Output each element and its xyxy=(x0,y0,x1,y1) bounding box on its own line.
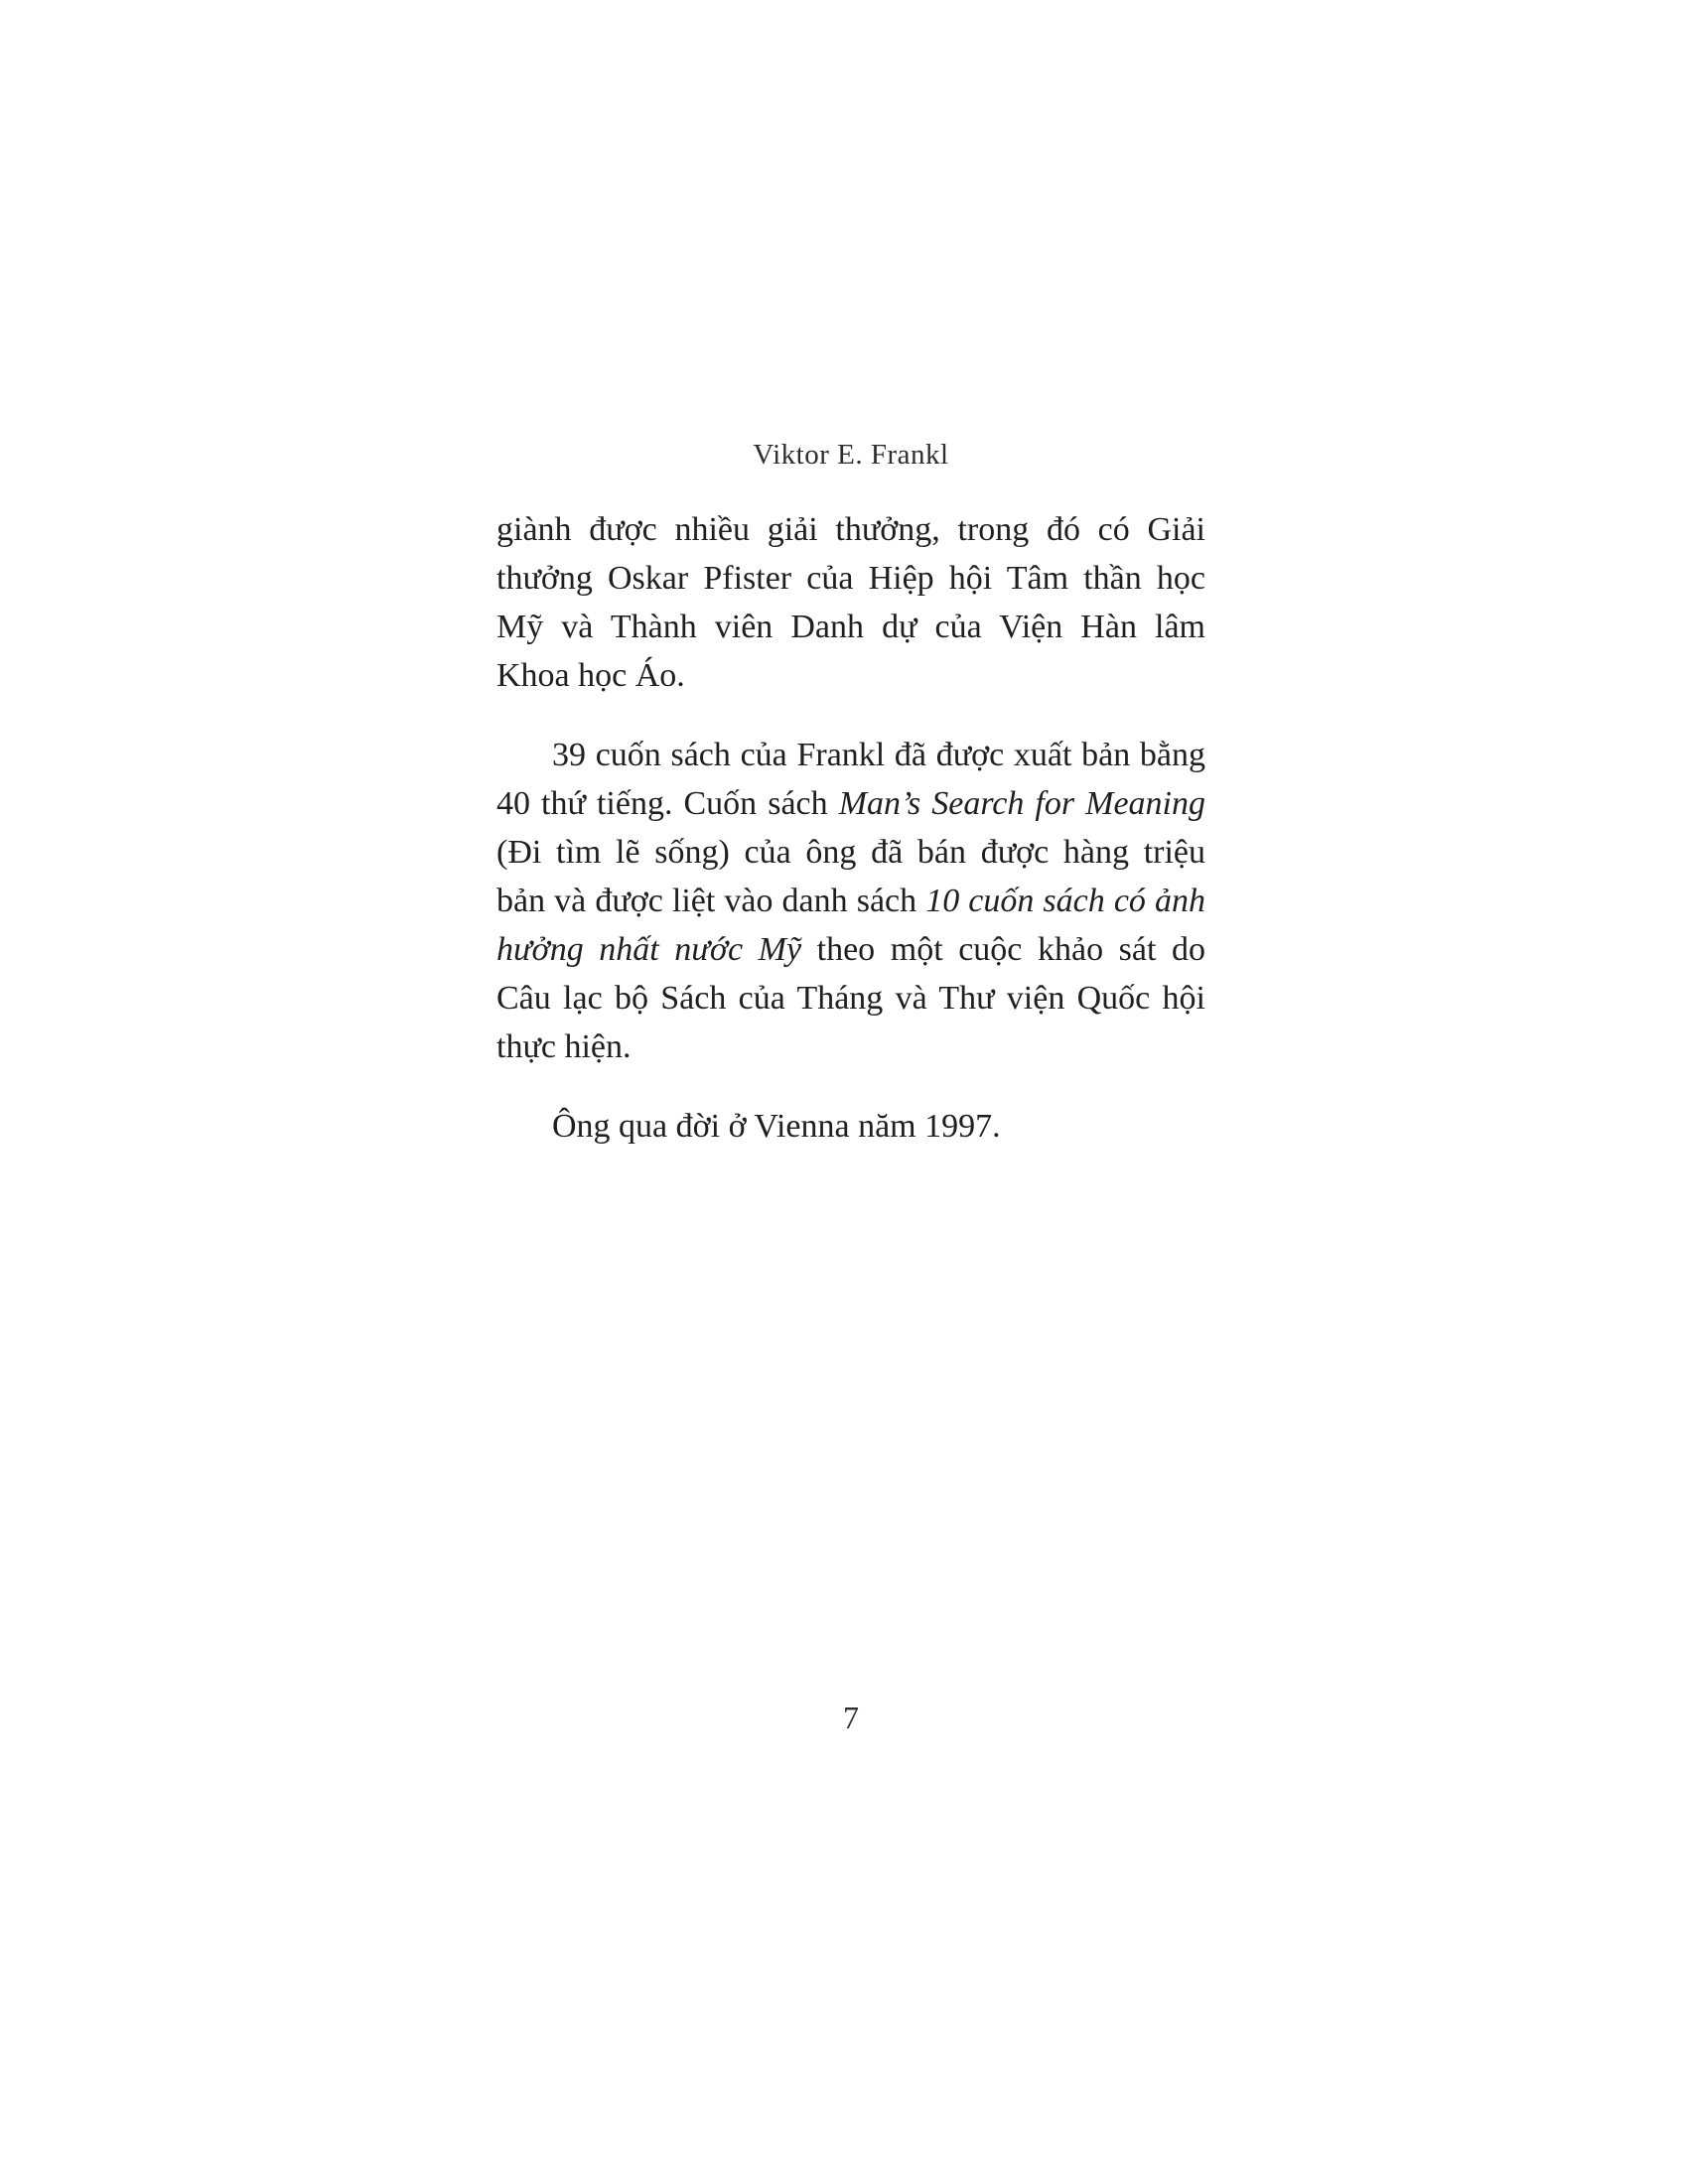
text-segment: 39 cuốn sách của Frankl đã được xuất bản bằng xyxy=(552,737,1205,773)
text-segment: theo một cuộc khảo sát do xyxy=(801,931,1205,968)
text-line xyxy=(496,1102,1205,1151)
text-line xyxy=(496,554,1205,603)
text-line xyxy=(496,974,1205,1023)
italic-text-segment: hưởng nhất nước Mỹ xyxy=(496,931,802,968)
text-line xyxy=(496,828,1205,877)
text-line xyxy=(496,877,1205,925)
paragraph xyxy=(496,731,1205,1071)
text-line xyxy=(496,603,1205,651)
paragraph xyxy=(496,1102,1205,1151)
text-segment: thưởng Oskar Pfister của Hiệp hội Tâm thần học xyxy=(496,560,1205,597)
text-segment: giành được nhiều giải thưởng, trong đó có Giải xyxy=(496,511,1205,548)
italic-text-segment: 10 cuốn sách có ảnh xyxy=(925,883,1205,919)
text-segment: Mỹ và Thành viên Danh dự của Viện Hàn lâm xyxy=(496,609,1205,645)
text-line xyxy=(496,1023,1205,1071)
text-line xyxy=(496,651,1205,700)
text-segment: thực hiện. xyxy=(496,1028,632,1065)
paragraph xyxy=(496,505,1205,700)
text-line xyxy=(496,779,1205,828)
text-segment: Câu lạc bộ Sách của Tháng và Thư viện Quốc hội xyxy=(496,980,1205,1017)
text-segment: (Đi tìm lẽ sống) của ông đã bán được hàng triệu xyxy=(496,834,1205,871)
text-segment: bản và được liệt vào danh sách xyxy=(496,883,926,919)
text-segment: Khoa học Áo. xyxy=(496,657,685,694)
text-line xyxy=(496,731,1205,779)
running-head: Viktor E. Frankl xyxy=(753,439,949,471)
text-segment: 40 thứ tiếng. Cuốn sách xyxy=(496,785,839,822)
text-segment: Ông qua đời ở Vienna năm 1997. xyxy=(552,1108,1001,1145)
page-number: 7 xyxy=(843,1700,859,1735)
text-line xyxy=(496,505,1205,554)
body-text xyxy=(496,505,1205,1151)
italic-text-segment: Man’s Search for Meaning xyxy=(838,785,1206,822)
text-line xyxy=(496,925,1205,974)
